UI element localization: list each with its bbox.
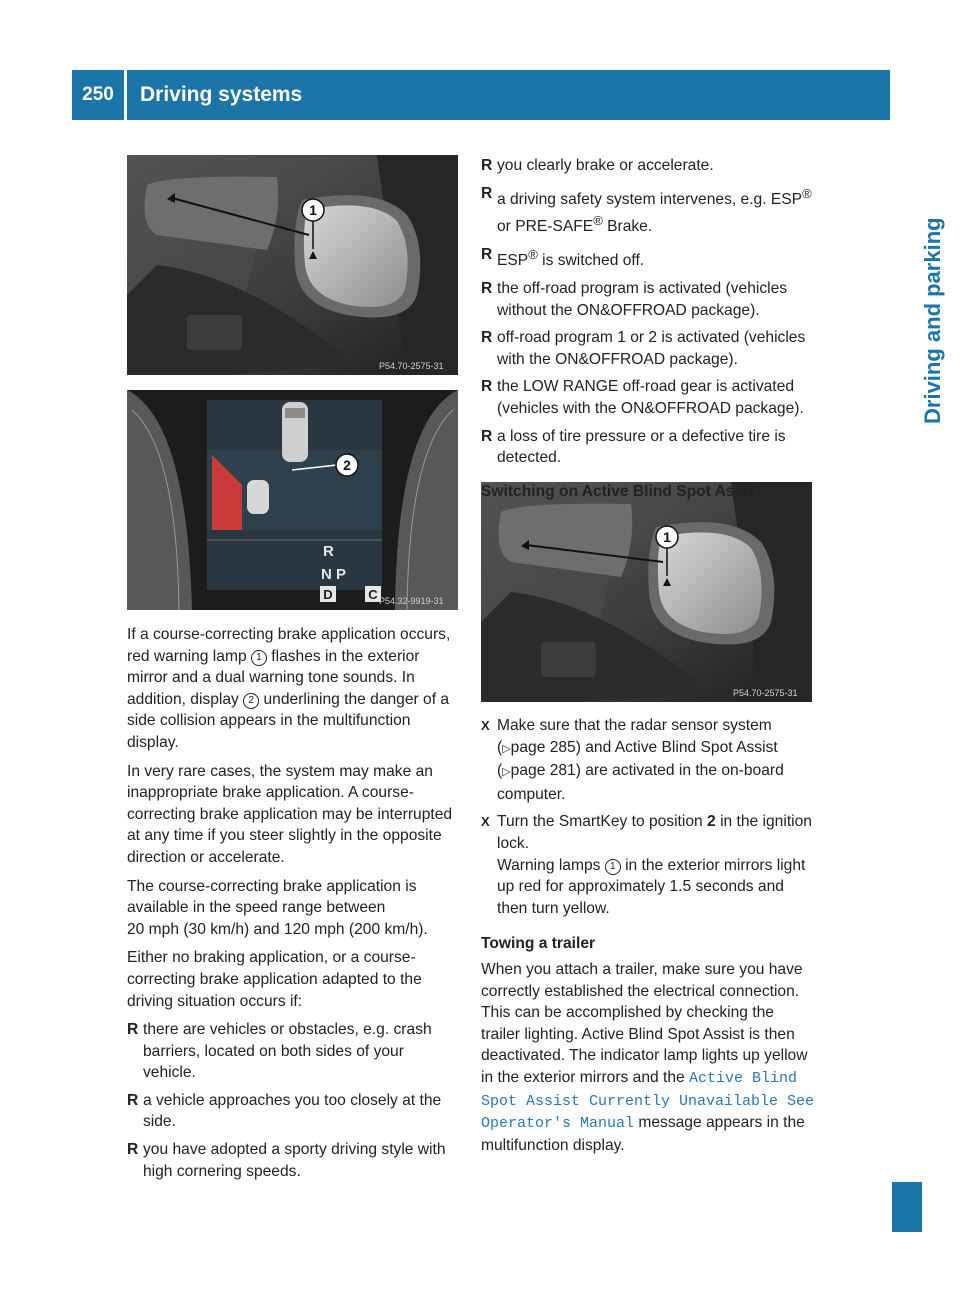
- paragraph: Either no braking application, or a course-correcting brake application adapted to the driving situation occurs if:: [127, 949, 422, 1010]
- list-item: R you clearly brake or accelerate.: [481, 155, 815, 177]
- gear-c: C: [368, 587, 378, 602]
- header-divider: [124, 70, 127, 120]
- mirror-illustration: [127, 155, 458, 375]
- mirror-photo-right: [481, 482, 812, 702]
- bullet-icon: R: [481, 378, 493, 396]
- callout-1: 1: [663, 529, 671, 545]
- bullet-icon: R: [127, 1021, 139, 1039]
- gear-r: R: [323, 543, 334, 560]
- page-reference-icon: ▷: [502, 742, 511, 755]
- mirror-illustration: [481, 482, 812, 702]
- bullet-icon: R: [481, 184, 493, 202]
- bullet-icon: R: [481, 246, 493, 264]
- section-heading: Switching on Active Blind Spot Assist: [481, 482, 762, 500]
- bullet-icon: R: [127, 1091, 139, 1109]
- bullet-icon: R: [127, 1141, 139, 1159]
- bullet-icon: R: [481, 329, 493, 347]
- image-caption: P54.70-2575-31: [379, 361, 444, 371]
- instruction-step: X Turn the SmartKey to position 2 in the ignition lock. Warning lamps 1 in the exterior mirrors light up red for approximately 1.5 seconds and then turn yellow.: [481, 813, 812, 917]
- paragraph: When you attach a trailer, make sure you have correctly established the electrical connection. This can be accomplished by checking the trailer lighting. Active Blind Spot Assist is then deactivated. The indicator lamp lights up yellow in the exterior mirrors and the Active Blind Spot Assist Currently Unavailable See Operator's Manual message appears in the multifunction display.: [481, 960, 815, 1154]
- bullet-icon: R: [481, 279, 493, 297]
- page-reference-icon: ▷: [502, 766, 511, 779]
- step-arrow-icon: X: [481, 814, 490, 830]
- instruction-step: X Make sure that the radar sensor system (▷page 285) and Active Blind Spot Assist (▷page 281) are activated in the on-board computer.: [481, 717, 784, 803]
- list-item: R a driving safety system intervenes, e.g. ESP® or PRE-SAFE® Brake.: [481, 184, 812, 236]
- paragraph: If a course-correcting brake application occurs, red warning lamp 1 flashes in the exterior mirror and a dual warning tone sounds. In addition, display 2 underlining the danger of a side collision appears in the multifunction display.: [127, 626, 451, 751]
- gear-d: D: [323, 587, 333, 602]
- display-illustration: [127, 390, 458, 610]
- right-column-top: [481, 155, 815, 510]
- list-item: R the LOW RANGE off-road gear is activated (vehicles with the ON&OFFROAD package).: [481, 378, 804, 417]
- callout-2-badge: 2: [243, 693, 259, 709]
- bullet-icon: R: [481, 157, 493, 174]
- right-column-bottom: [481, 715, 815, 1163]
- gear-np: N P: [321, 566, 347, 583]
- list-item: R a loss of tire pressure or a defective tire is detected.: [481, 427, 786, 467]
- bullet-icon: R: [481, 427, 493, 445]
- list-item: R ESP® is switched off.: [481, 246, 645, 270]
- list-item: R a vehicle approaches you too closely at the side.: [127, 1091, 442, 1131]
- page-title: Driving systems: [140, 83, 303, 106]
- left-column: [127, 624, 461, 1188]
- section-side-label: [892, 124, 945, 424]
- callout-2: 2: [343, 457, 351, 473]
- callout-1-badge: 1: [605, 859, 621, 875]
- display-message: Active Blind Spot Assist Currently Unavailable See Operator's Manual: [481, 1069, 815, 1133]
- section-side-label-text: Driving and parking: [920, 217, 945, 424]
- image-caption: P54.70-2575-31: [733, 688, 798, 698]
- section-side-marker: [892, 1182, 922, 1232]
- page-number: 250: [82, 84, 114, 105]
- list-item: R off-road program 1 or 2 is activated (vehicles with the ON&OFFROAD package).: [481, 329, 806, 368]
- section-heading: Towing a trailer: [481, 935, 596, 953]
- list-item: R the off-road program is activated (vehicles without the ON&OFFROAD package).: [481, 279, 788, 319]
- step-arrow-icon: X: [481, 718, 490, 733]
- paragraph: In very rare cases, the system may make an inappropriate brake application. A course-correcting brake application may be interrupted at any time if you steer slightly in the opposite direction or accelerate.: [127, 762, 453, 866]
- callout-1-badge: 1: [251, 650, 267, 666]
- mirror-photo-top: [127, 155, 458, 375]
- image-caption: P54.32-9919-31: [379, 596, 444, 606]
- display-photo: [127, 390, 458, 610]
- list-item: R you have adopted a sporty driving style with high cornering speeds.: [127, 1141, 446, 1180]
- list-item: R there are vehicles or obstacles, e.g. crash barriers, located on both sides of your vehicle.: [127, 1021, 432, 1082]
- callout-1: 1: [309, 202, 317, 218]
- paragraph: The course-correcting brake application is available in the speed range between 20 mph (30 km/h) and 120 mph (200 km/h).: [127, 877, 428, 938]
